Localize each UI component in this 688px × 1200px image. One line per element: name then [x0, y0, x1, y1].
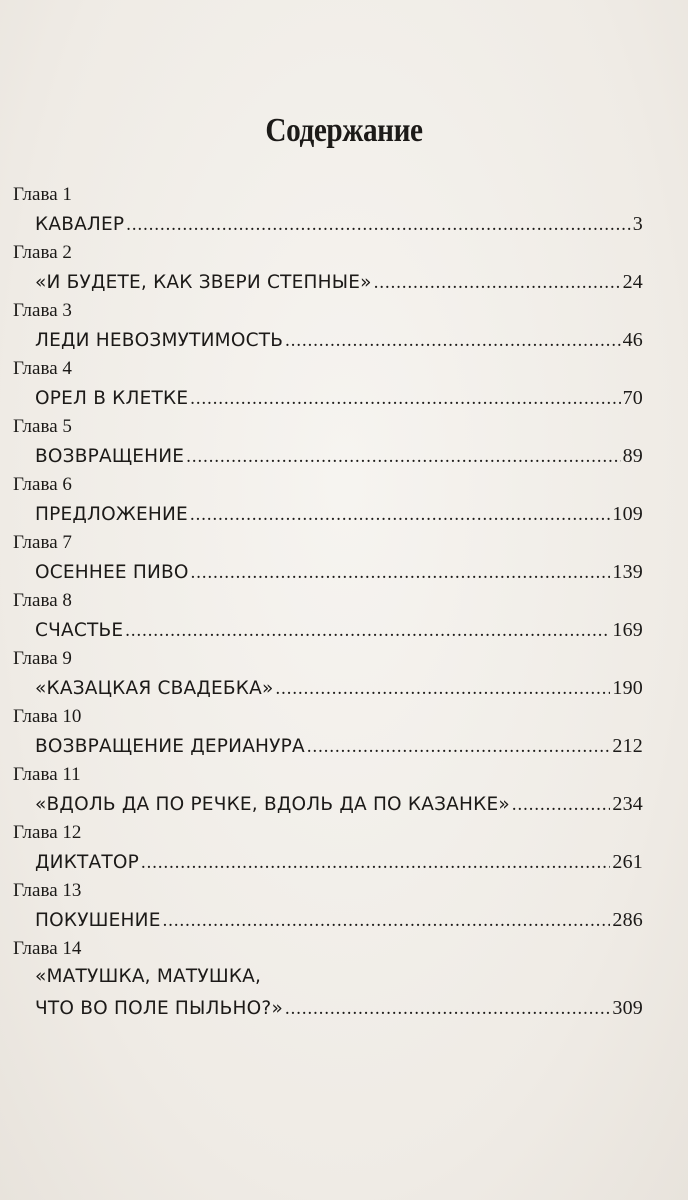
page-number: 234: [612, 793, 643, 815]
chapter-label: Глава 4: [13, 358, 72, 379]
chapter-label: Глава 7: [13, 532, 72, 553]
toc-entry-4: [13, 356, 643, 414]
page-number: 24: [622, 271, 643, 293]
toc-entry-8: [13, 588, 643, 646]
chapter-title: ЛЕДИ НЕВОЗМУТИМОСТЬ: [35, 330, 284, 351]
toc-entry-2: [13, 240, 643, 298]
toc-entry-3: [13, 298, 643, 356]
toc-line-continued: [35, 962, 643, 992]
chapter-title: ОРЕЛ В КЛЕТКЕ: [35, 388, 189, 409]
page-number: 109: [612, 503, 643, 525]
chapter-title: ОСЕННЕЕ ПИВО: [35, 562, 189, 583]
chapter-label: Глава 11: [13, 764, 81, 785]
page-number: 139: [612, 561, 643, 583]
chapter-title: ПОКУШЕНИЕ: [35, 910, 161, 931]
chapter-label: Глава 3: [13, 300, 72, 321]
dot-leader: [191, 557, 611, 589]
toc-line: [35, 440, 643, 472]
page-number: 3: [632, 213, 643, 235]
toc-line: [35, 846, 643, 878]
chapter-title: КАВАЛЕР: [35, 214, 125, 235]
page-number: 309: [612, 997, 643, 1019]
page-number: 190: [612, 677, 643, 699]
toc-entry-11: [13, 762, 643, 820]
page-number: 261: [612, 851, 643, 873]
page-number: 46: [622, 329, 643, 351]
chapter-title: ДИКТАТОР: [35, 852, 140, 873]
toc-line: [35, 904, 643, 936]
toc-entry-7: [13, 530, 643, 588]
toc-line: [35, 614, 643, 646]
chapter-title: «И БУДЕТЕ, КАК ЗВЕРИ СТЕПНЫЕ»: [35, 272, 372, 293]
dot-leader: [307, 731, 611, 763]
dot-leader: [276, 673, 611, 705]
page-number: 89: [622, 445, 643, 467]
chapter-label: Глава 12: [13, 822, 82, 843]
chapter-label: Глава 10: [13, 706, 82, 727]
chapter-label: Глава 14: [13, 938, 82, 959]
dot-leader: [163, 905, 611, 937]
chapter-title-part-1: «МАТУШКА, МАТУШКА,: [35, 966, 262, 987]
toc-line: [35, 672, 643, 704]
dot-leader: [374, 267, 621, 299]
chapter-label: Глава 1: [13, 184, 72, 205]
toc-line: [35, 324, 643, 356]
dot-leader: [285, 325, 620, 357]
dot-leader: [125, 615, 610, 647]
chapter-title: «ВДОЛЬ ДА ПО РЕЧКЕ, ВДОЛЬ ДА ПО КАЗАНКЕ»: [35, 794, 510, 815]
chapter-title: ПРЕДЛОЖЕНИЕ: [35, 504, 188, 525]
table-of-contents: [13, 182, 643, 1024]
dot-leader: [190, 383, 620, 415]
toc-line: [35, 992, 643, 1024]
toc-line: [35, 382, 643, 414]
chapter-label: Глава 2: [13, 242, 72, 263]
chapter-label: Глава 6: [13, 474, 72, 495]
dot-leader: [285, 993, 610, 1025]
chapter-label: Глава 9: [13, 648, 72, 669]
dot-leader: [141, 847, 610, 879]
toc-entry-9: [13, 646, 643, 704]
dot-leader: [512, 789, 611, 821]
toc-entry-14: [13, 936, 643, 1024]
toc-entry-1: [13, 182, 643, 240]
page-number: 70: [622, 387, 643, 409]
toc-line: [35, 498, 643, 530]
toc-entry-5: [13, 414, 643, 472]
page-number: 212: [612, 735, 643, 757]
chapter-label: Глава 8: [13, 590, 72, 611]
toc-line: [35, 730, 643, 762]
chapter-title: СЧАСТЬЕ: [35, 620, 124, 641]
chapter-label: Глава 5: [13, 416, 72, 437]
chapter-title: ВОЗВРАЩЕНИЕ: [35, 446, 185, 467]
dot-leader: [190, 499, 610, 531]
toc-entry-13: [13, 878, 643, 936]
chapter-title-part-2: ЧТО ВО ПОЛЕ ПЫЛЬНО?»: [35, 998, 283, 1019]
toc-entry-12: [13, 820, 643, 878]
toc-line: [35, 556, 643, 588]
toc-line: [35, 208, 643, 240]
toc-entry-6: [13, 472, 643, 530]
toc-entry-10: [13, 704, 643, 762]
page-title: Содержание: [265, 112, 423, 149]
dot-leader: [186, 441, 620, 473]
page-number: 169: [612, 619, 643, 641]
page-number: 286: [612, 909, 643, 931]
toc-line: [35, 788, 643, 820]
chapter-title: «КАЗАЦКАЯ СВАДЕБКА»: [35, 678, 274, 699]
toc-line: [35, 266, 643, 298]
chapter-label: Глава 13: [13, 880, 82, 901]
chapter-title: ВОЗВРАЩЕНИЕ ДЕРИАНУРА: [35, 736, 305, 757]
dot-leader: [126, 209, 631, 241]
